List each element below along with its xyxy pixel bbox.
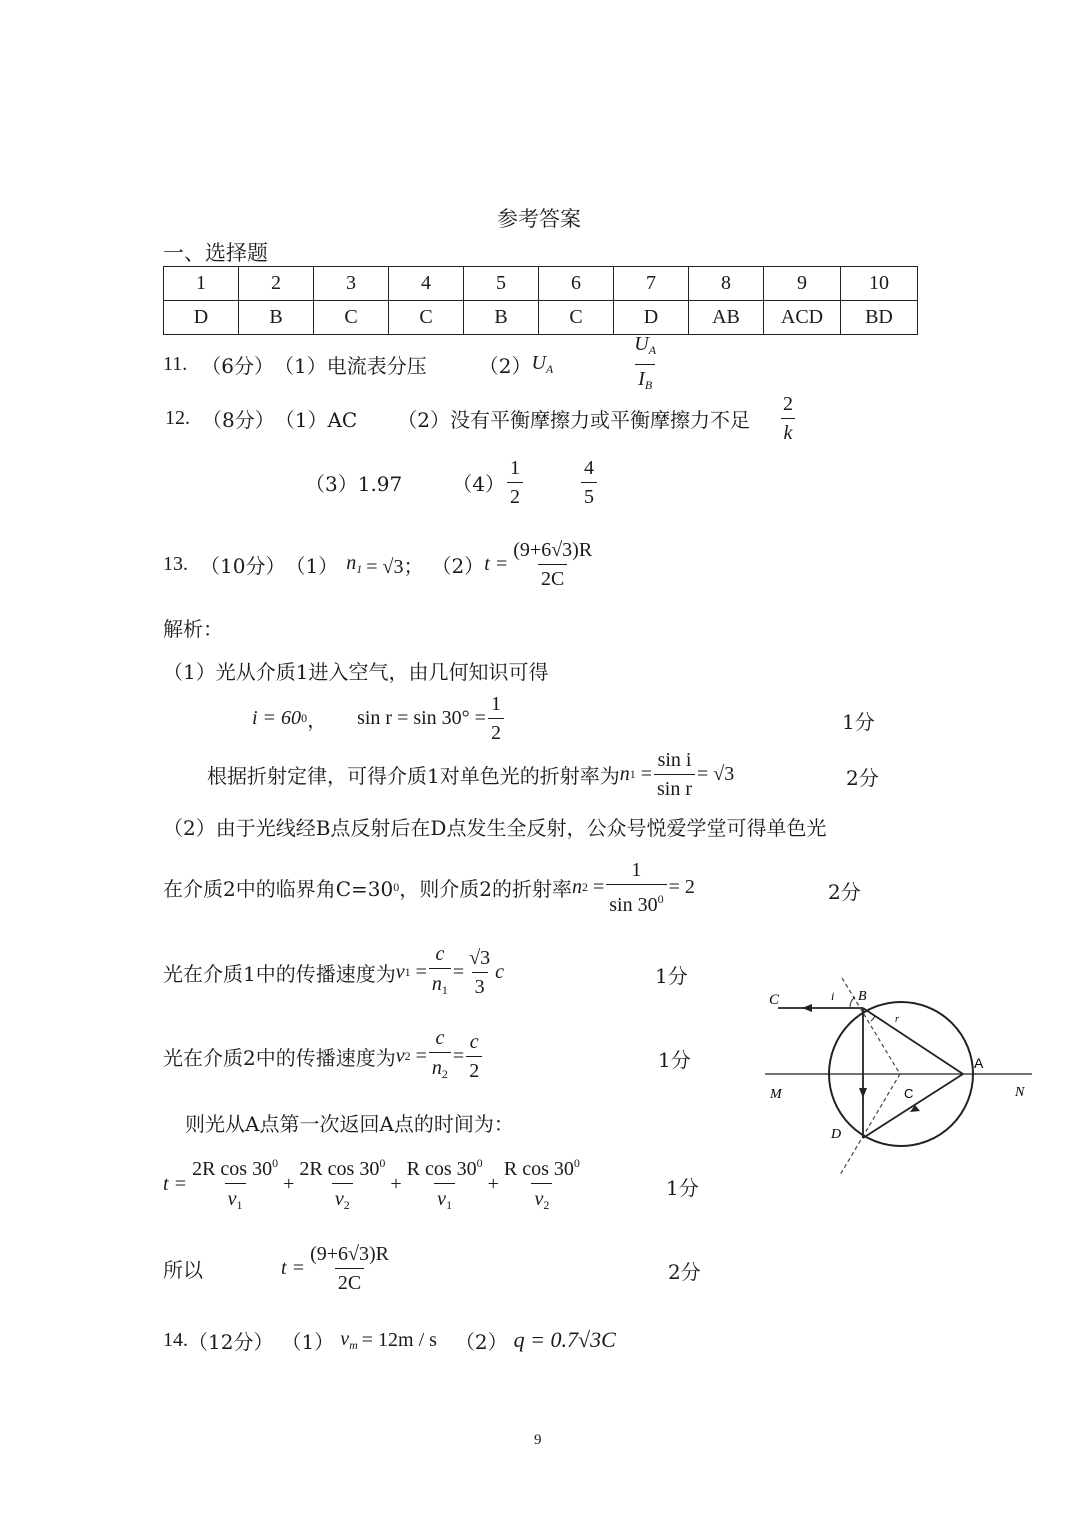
analysis-eq8: t = $\frac{2R \cos 30^0}{v_1}$ + $\frac{2R \cos 30^0}{v_2}$ + $\frac{R \cos 30^0}{v_1}$ + $\frac{R \cos 30^0}{v_2}$ [163, 1156, 585, 1212]
table-cell: BD [841, 301, 918, 335]
q14-label: 14. [163, 1328, 188, 1351]
eq2-fraction: $\frac{\text{sin i}}{\text{sin r}}$ [654, 748, 695, 801]
q12-frac1: $\frac{1}{2}$ [507, 456, 523, 509]
arrow-down-icon [859, 1088, 867, 1098]
table-cell: ACD [764, 301, 841, 335]
eq6-frac1: $\frac{c}{n_2}$ [429, 1026, 451, 1086]
q14-part1: （1） [281, 1329, 335, 1354]
q14-line [163, 1320, 616, 1360]
analysis-eq2: 根据折射定律，可得介质1对单色光的折射率为 n 1 = $\frac{\text{sin i}}{\text{sin r}}$ = √3 [207, 748, 735, 800]
eq5-frac2: $\frac{√3}{3}$ [469, 946, 491, 998]
q12-part2: （2）没有平衡摩擦力或平衡摩擦力不足 [397, 407, 750, 432]
q14-vm: $v_m$ [340, 1327, 358, 1352]
analysis-eq5: 光在介质1中的传播速度为 v 1 = $\frac{c}{n_1}$ = $\frac{√3}{3}$ c [163, 944, 504, 1000]
q11-label: 11. [163, 352, 188, 375]
q13-n1-value: = √3； [366, 555, 424, 578]
label-n: N [1015, 1085, 1025, 1100]
q12-fraction: $\frac{2}{k}$ [780, 392, 796, 445]
q12-line [165, 394, 798, 442]
eq8-term1: $\frac{2R \cos 30^0}{v_1}$ [189, 1151, 281, 1217]
label-r: r [895, 1014, 899, 1025]
label-m: M [770, 1087, 782, 1102]
analysis-heading: 解析： [163, 617, 223, 641]
eq9-fraction: $\frac{(9+6√3)R}{2C}$ [310, 1242, 389, 1294]
analysis-eq9: 所以 t = $\frac{(9+6√3)R}{2C}$ [163, 1240, 394, 1296]
eq5-frac1: $\frac{c}{n_1}$ [429, 942, 451, 1002]
table-cell: 2 [239, 267, 314, 301]
q13-part2: （2） [431, 553, 485, 578]
score-6: 1分 [666, 1176, 699, 1200]
table-cell: 10 [841, 267, 918, 301]
table-row-numbers [164, 267, 918, 301]
q12-label: 12. [165, 406, 190, 429]
page-title: 参考答案 [497, 207, 581, 231]
label-a: A [974, 1055, 984, 1071]
q13-score: （10分） [200, 553, 286, 578]
analysis-line1: （1）光从介质1进入空气，由几何知识可得 [163, 660, 549, 684]
q14-score: （12分） [188, 1329, 274, 1354]
label-d: D [831, 1127, 842, 1142]
score-7: 2分 [668, 1260, 701, 1284]
page-number: 9 [534, 1432, 542, 1448]
table-cell: D [164, 301, 239, 335]
eq8-term3: $\frac{R \cos 30^0}{v_1}$ [404, 1151, 486, 1217]
q12-part4: （4） [452, 471, 505, 496]
table-cell: 3 [314, 267, 389, 301]
table-cell: 1 [164, 267, 239, 301]
analysis-eq4: 在介质2中的临界角C=30 0 ，则介质2的折射率 n 2 = $\frac{1}{\sin 30^0}$ = 2 [163, 858, 695, 916]
analysis-eq6: 光在介质2中的传播速度为 v 2 = $\frac{c}{n_2}$ = $\frac{c}{2}$ [163, 1028, 484, 1084]
q11-part2: （2） [478, 353, 532, 378]
table-cell: D [614, 301, 689, 335]
score-3: 2分 [828, 880, 861, 904]
q11-part1: （1）电流表分压 [274, 353, 427, 378]
table-cell: B [464, 301, 539, 335]
eq8-term2: $\frac{2R \cos 30^0}{v_2}$ [296, 1151, 388, 1217]
optics-diagram [760, 970, 1050, 1180]
label-c: C [769, 992, 780, 1008]
q12-frac2: $\frac{4}{5}$ [581, 456, 597, 509]
score-2: 2分 [846, 766, 879, 790]
score-4: 1分 [655, 964, 688, 988]
q14-q: q = 0.7√3C [513, 1327, 616, 1352]
q14-vm-value: = 12m / s [361, 1328, 437, 1351]
table-cell: C [314, 301, 389, 335]
eq1-fraction: $\frac{1}{2}$ [488, 692, 504, 745]
analysis-line7: 则光从A点第一次返回A点的时间为： [185, 1112, 514, 1136]
table-cell: 7 [614, 267, 689, 301]
analysis-line3: （2）由于光线经B点反射后在D点发生全反射，公众号悦爱学堂可得单色光 [163, 816, 827, 840]
label-b: B [858, 989, 867, 1004]
eq6-frac2: $\frac{c}{2}$ [466, 1030, 482, 1083]
q11-score: （6分） [201, 353, 274, 378]
q13-t: t = [484, 552, 509, 575]
q11-line [163, 332, 661, 392]
q13-line [163, 538, 597, 590]
table-cell: AB [689, 301, 764, 335]
answer-table [163, 266, 918, 335]
q13-label: 13. [163, 552, 188, 575]
table-cell: 9 [764, 267, 841, 301]
table-cell: B [239, 301, 314, 335]
q13-n1: $n_1$ [346, 551, 363, 576]
table-cell: C [389, 301, 464, 335]
q11-ua: $U_A$ [531, 351, 554, 376]
table-cell: C [539, 301, 614, 335]
q13-part1: （1） [285, 553, 339, 578]
eq8-term4: $\frac{R \cos 30^0}{v_2}$ [501, 1151, 583, 1217]
label-i: i [831, 989, 835, 1003]
table-cell: 4 [389, 267, 464, 301]
q14-part2: （2） [454, 1329, 508, 1354]
angle-r-arc [871, 1016, 875, 1021]
table-cell: 5 [464, 267, 539, 301]
chord-ba [863, 1008, 963, 1074]
q11-fraction: $\frac{U_A}{I_B}$ [631, 332, 659, 397]
q12-line2 [305, 456, 599, 508]
analysis-eq1: i = 60 0 ， sin r = sin 30° = $\frac{1}{2}$ [252, 692, 506, 744]
section-heading: 一、选择题 [163, 241, 268, 265]
arrow-icon [802, 1004, 812, 1012]
q12-score: （8分） [202, 407, 275, 432]
table-cell: 6 [539, 267, 614, 301]
table-row-answers [164, 301, 918, 335]
q12-part3: （3）1.97 [305, 471, 403, 496]
table-cell: 8 [689, 267, 764, 301]
q12-part1: （1）AC [274, 407, 358, 432]
score-1: 1分 [842, 710, 875, 734]
q13-fraction: $\frac{(9+6√3)R}{2C}$ [513, 538, 593, 590]
label-center: C [904, 1086, 914, 1101]
score-5: 1分 [658, 1048, 691, 1072]
eq4-fraction: $\frac{1}{\sin 30^0}$ [606, 858, 666, 917]
